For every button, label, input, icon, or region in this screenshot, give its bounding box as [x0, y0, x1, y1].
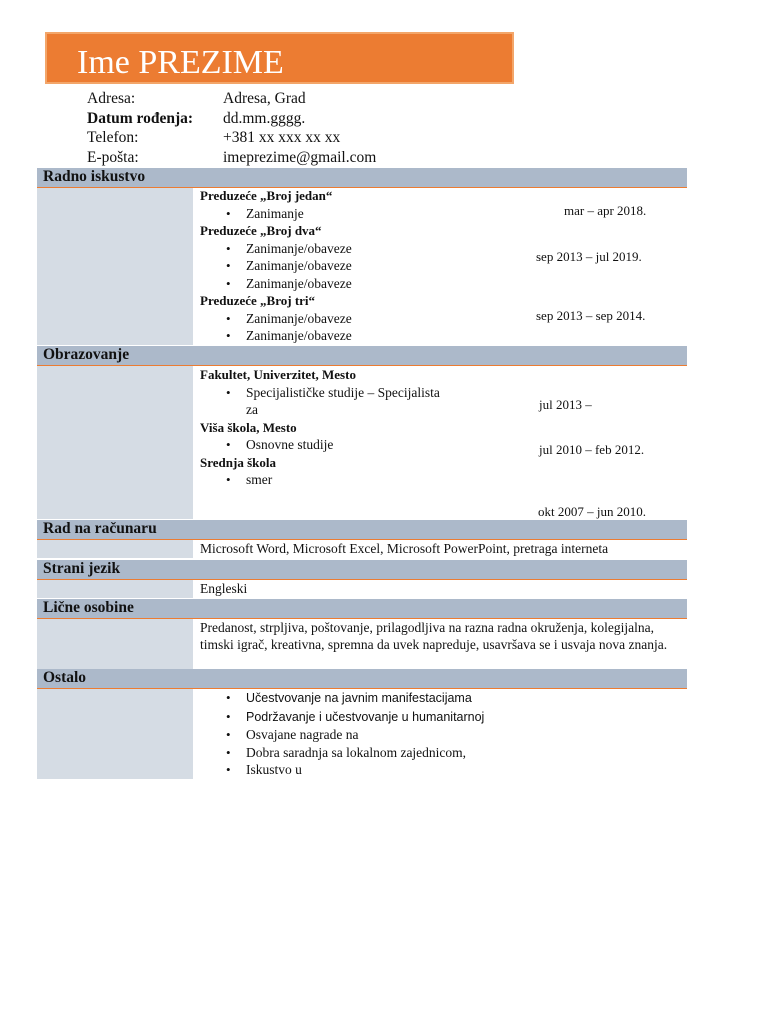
- school-name: Srednja škola: [200, 454, 276, 470]
- bullet-icon: •: [226, 240, 231, 256]
- job-date: mar – apr 2018.: [564, 203, 647, 218]
- phone-row: [87, 128, 376, 148]
- computer-skills-text: Microsoft Word, Microsoft Excel, Microsoft PowerPoint, pretraga interneta: [200, 541, 609, 556]
- bullet-icon: •: [226, 472, 231, 487]
- list-item: • Zanimanje: [226, 205, 304, 221]
- school-date: jul 2013 –: [539, 397, 592, 412]
- phone-value: +381 xx xxx xx xx: [223, 129, 341, 146]
- email-value: imeprezime@gmail.com: [223, 148, 377, 166]
- section-sidebar: [37, 689, 193, 779]
- section-sidebar: [37, 580, 193, 598]
- bullet-icon: •: [226, 258, 231, 273]
- school-date: okt 2007 – jun 2010.: [538, 504, 646, 519]
- list-item: • Osvajane nagrade na: [226, 727, 359, 742]
- list-item: • Osnovne studije: [226, 437, 334, 452]
- bullet-icon: •: [226, 744, 231, 760]
- list-item: • Podržavanje i učestvovanje u humanitarnoj: [226, 708, 485, 724]
- name-banner: [45, 32, 514, 84]
- bullet-icon: •: [226, 727, 231, 742]
- section-heading-computer: Rad na računaru: [37, 520, 687, 540]
- bullet-icon: •: [226, 708, 231, 724]
- bullet-icon: •: [226, 328, 231, 343]
- bullet-icon: •: [226, 437, 231, 452]
- company-name: Preduzeće „Broj jedan“: [200, 188, 333, 203]
- list-item: • smer: [226, 472, 273, 487]
- school-name: Viša škola, Mesto: [200, 419, 297, 435]
- school-date: jul 2010 – feb 2012.: [539, 442, 645, 457]
- list-item: • Zanimanje/obaveze: [226, 275, 352, 291]
- section-sidebar: [37, 366, 193, 519]
- address-row: [87, 89, 376, 109]
- bullet-icon: •: [226, 384, 231, 400]
- address-label: Adresa:: [87, 90, 136, 107]
- section-heading-other: Ostalo: [37, 669, 687, 689]
- job-date: sep 2013 – jul 2019.: [536, 249, 642, 264]
- education-list: [200, 366, 530, 489]
- section-sidebar: [37, 188, 193, 345]
- company-name: Preduzeće „Broj tri“: [200, 293, 316, 308]
- languages-text: Engleski: [200, 581, 248, 596]
- personality-text: Predanost, strpljiva, poštovanje, prilagodljiva na razna radna okruženja, kolegijalna, timski igrač, kreativna, spremna da uvek napreduje, usavršava se i usvaja nova znanja.: [200, 620, 668, 652]
- list-item: • Iskustvo u: [226, 762, 302, 777]
- phone-label: Telefon:: [87, 129, 139, 146]
- list-item: • Učestvovanje na javnim manifestacijama: [226, 690, 472, 705]
- section-heading-languages: Strani jezik: [37, 560, 687, 580]
- list-item: • Specijalističke studije – Specijalista: [226, 384, 440, 400]
- experience-list: [200, 187, 530, 345]
- section-heading-education: Obrazovanje: [37, 346, 687, 366]
- birthdate-value: dd.mm.gggg.: [223, 109, 306, 127]
- email-label: E-pošta:: [87, 148, 139, 166]
- birthdate-label: Datum rođenja:: [87, 109, 194, 127]
- section-sidebar: [37, 540, 193, 558]
- section-heading-experience: Radno iskustvo: [37, 168, 687, 188]
- section-sidebar: [37, 619, 193, 669]
- list-item: • Zanimanje/obaveze: [226, 310, 352, 326]
- job-date: sep 2013 – sep 2014.: [536, 308, 646, 323]
- bullet-icon: •: [226, 310, 231, 326]
- bullet-icon: •: [226, 205, 231, 221]
- list-item: • Zanimanje/obaveze: [226, 328, 352, 343]
- list-item: • Dobra saradnja sa lokalnom zajednicom,: [226, 744, 467, 760]
- address-value: Adresa, Grad: [223, 90, 306, 107]
- company-name: Preduzeće „Broj dva“: [200, 223, 322, 238]
- list-item-continuation: za: [246, 402, 258, 417]
- bullet-icon: •: [226, 275, 231, 291]
- bullet-icon: •: [226, 690, 231, 705]
- list-item: • Zanimanje/obaveze: [226, 258, 352, 273]
- section-heading-personality: Lične osobine: [37, 599, 687, 619]
- school-name: Fakultet, Univerzitet, Mesto: [200, 367, 356, 382]
- personal-info: [87, 89, 376, 167]
- list-item: • Zanimanje/obaveze: [226, 240, 352, 256]
- other-list: [200, 689, 530, 779]
- email-row: [87, 148, 376, 168]
- bullet-icon: •: [226, 762, 231, 777]
- full-name: Ime PREZIME: [77, 44, 284, 81]
- birthdate-row: [87, 109, 376, 129]
